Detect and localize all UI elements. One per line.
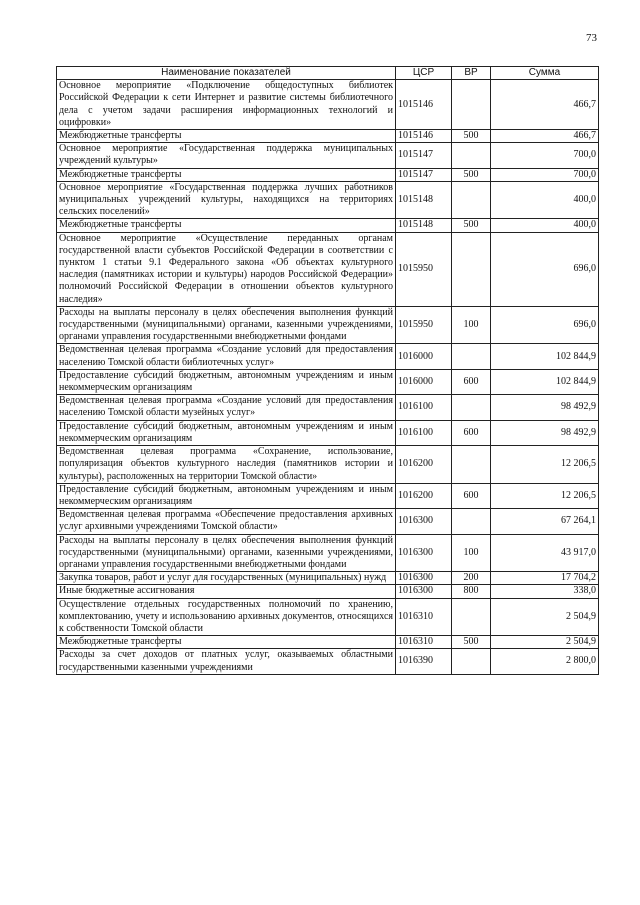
cell-sum: 67 264,1 [491, 509, 599, 534]
cell-name: Основное мероприятие «Государственная поддержка лучших работников муниципальных учреждений культуры, находящихся на территориях сельских поселений» [57, 181, 396, 219]
cell-name: Предоставление субсидий бюджетным, автономным учреждениям и иным некоммерческим организациям [57, 369, 396, 394]
table-row [57, 306, 599, 344]
cell-sum: 466,7 [491, 80, 599, 130]
cell-name: Предоставление субсидий бюджетным, автономным учреждениям и иным некоммерческим организациям [57, 483, 396, 508]
table-row [57, 649, 599, 674]
cell-sum: 98 492,9 [491, 420, 599, 445]
cell-sum: 2 504,9 [491, 598, 599, 636]
cell-csr: 1016300 [396, 572, 452, 585]
cell-vr [452, 598, 491, 636]
table-row [57, 80, 599, 130]
cell-csr: 1015950 [396, 306, 452, 344]
cell-csr: 1015147 [396, 143, 452, 168]
cell-vr: 100 [452, 306, 491, 344]
cell-vr [452, 181, 491, 219]
cell-sum: 12 206,5 [491, 446, 599, 484]
cell-sum: 466,7 [491, 130, 599, 143]
cell-vr [452, 509, 491, 534]
header-row [57, 67, 599, 80]
cell-vr: 600 [452, 420, 491, 445]
cell-vr: 500 [452, 168, 491, 181]
header-csr: ЦСР [396, 67, 452, 80]
cell-name: Осуществление отдельных государственных полномочий по хранению, комплектованию, учету и использованию архивных документов, относящихся к собственности Томской области [57, 598, 396, 636]
cell-vr [452, 143, 491, 168]
cell-vr [452, 232, 491, 306]
table-row [57, 395, 599, 420]
cell-name: Межбюджетные трансферты [57, 636, 396, 649]
cell-csr: 1016310 [396, 636, 452, 649]
table-body [57, 80, 599, 675]
cell-name: Основное мероприятие «Подключение общедоступных библиотек Российской Федерации к сети Интернет и развитие системы библиотечного дела с учетом задачи расширения информационных технологий и оцифровки» [57, 80, 396, 130]
cell-vr: 600 [452, 483, 491, 508]
cell-csr: 1015148 [396, 219, 452, 232]
cell-csr: 1016200 [396, 483, 452, 508]
table-row [57, 509, 599, 534]
cell-name: Межбюджетные трансферты [57, 168, 396, 181]
cell-sum: 98 492,9 [491, 395, 599, 420]
header-sum: Сумма [491, 67, 599, 80]
cell-sum: 102 844,9 [491, 369, 599, 394]
cell-csr: 1016200 [396, 446, 452, 484]
cell-vr: 600 [452, 369, 491, 394]
table-row [57, 572, 599, 585]
cell-name: Расходы на выплаты персоналу в целях обеспечения выполнения функций государственными (муниципальными) органами, казенными учреждениями, органами управления государственными внебюджетными фондами [57, 534, 396, 572]
cell-name: Закупка товаров, работ и услуг для государственных (муниципальных) нужд [57, 572, 396, 585]
table-row [57, 598, 599, 636]
cell-vr [452, 649, 491, 674]
cell-vr [452, 446, 491, 484]
cell-sum: 43 917,0 [491, 534, 599, 572]
cell-name: Расходы на выплаты персоналу в целях обеспечения выполнения функций государственными (муниципальными) органами, казенными учреждениями, органами управления государственными внебюджетными фондами [57, 306, 396, 344]
cell-csr: 1016310 [396, 598, 452, 636]
table-row [57, 143, 599, 168]
cell-csr: 1015950 [396, 232, 452, 306]
cell-name: Ведомственная целевая программа «Создание условий для предоставления населению Томской области библиотечных услуг» [57, 344, 396, 369]
cell-name: Межбюджетные трансферты [57, 219, 396, 232]
cell-csr: 1016100 [396, 420, 452, 445]
cell-sum: 696,0 [491, 306, 599, 344]
table-row [57, 219, 599, 232]
budget-table [56, 66, 599, 675]
table-row [57, 585, 599, 598]
cell-sum: 102 844,9 [491, 344, 599, 369]
cell-sum: 2 504,9 [491, 636, 599, 649]
cell-sum: 338,0 [491, 585, 599, 598]
cell-vr: 500 [452, 636, 491, 649]
cell-csr: 1016390 [396, 649, 452, 674]
cell-name: Межбюджетные трансферты [57, 130, 396, 143]
cell-vr: 500 [452, 219, 491, 232]
table-row [57, 534, 599, 572]
cell-sum: 700,0 [491, 168, 599, 181]
header-name: Наименование показателей [57, 67, 396, 80]
cell-csr: 1015146 [396, 130, 452, 143]
cell-csr: 1015148 [396, 181, 452, 219]
cell-csr: 1016100 [396, 395, 452, 420]
cell-csr: 1016300 [396, 509, 452, 534]
table-row [57, 130, 599, 143]
cell-name: Предоставление субсидий бюджетным, автономным учреждениям и иным некоммерческим организациям [57, 420, 396, 445]
table-row [57, 446, 599, 484]
table-row [57, 168, 599, 181]
cell-vr [452, 344, 491, 369]
table-row [57, 636, 599, 649]
cell-name: Иные бюджетные ассигнования [57, 585, 396, 598]
cell-csr: 1016000 [396, 369, 452, 394]
page-number: 73 [586, 32, 597, 44]
cell-csr: 1015146 [396, 80, 452, 130]
cell-vr: 100 [452, 534, 491, 572]
cell-csr: 1015147 [396, 168, 452, 181]
cell-vr: 500 [452, 130, 491, 143]
cell-csr: 1016000 [396, 344, 452, 369]
cell-sum: 400,0 [491, 181, 599, 219]
cell-name: Ведомственная целевая программа «Сохранение, использование, популяризация объектов культурного наследия (памятников истории и культуры), расположенных на территории Томской области» [57, 446, 396, 484]
cell-name: Ведомственная целевая программа «Обеспечение предоставления архивных услуг архивными учреждениями Томской области» [57, 509, 396, 534]
cell-vr [452, 395, 491, 420]
cell-sum: 700,0 [491, 143, 599, 168]
table-row [57, 181, 599, 219]
cell-name: Основное мероприятие «Государственная поддержка муниципальных учреждений культуры» [57, 143, 396, 168]
cell-csr: 1016300 [396, 534, 452, 572]
cell-name: Расходы за счет доходов от платных услуг, оказываемых областными государственными казенными учреждениями [57, 649, 396, 674]
cell-sum: 2 800,0 [491, 649, 599, 674]
cell-csr: 1016300 [396, 585, 452, 598]
cell-name: Основное мероприятие «Осуществление переданных органам государственной власти субъектов Российской Федерации в соответствии с пунктом 1 статьи 9.1 Федерального закона «Об объектах культурного наследия (памятниках истории и культуры) народов Российской Федерации» полномочий Российской Федерации в отношении объектов культурного наследия» [57, 232, 396, 306]
cell-vr: 800 [452, 585, 491, 598]
cell-sum: 400,0 [491, 219, 599, 232]
cell-sum: 696,0 [491, 232, 599, 306]
cell-vr [452, 80, 491, 130]
header-vr: ВР [452, 67, 491, 80]
table-row [57, 344, 599, 369]
cell-name: Ведомственная целевая программа «Создание условий для предоставления населению Томской области музейных услуг» [57, 395, 396, 420]
cell-vr: 200 [452, 572, 491, 585]
table-row [57, 369, 599, 394]
cell-sum: 17 704,2 [491, 572, 599, 585]
table-row [57, 420, 599, 445]
cell-sum: 12 206,5 [491, 483, 599, 508]
table-row [57, 483, 599, 508]
table-row [57, 232, 599, 306]
